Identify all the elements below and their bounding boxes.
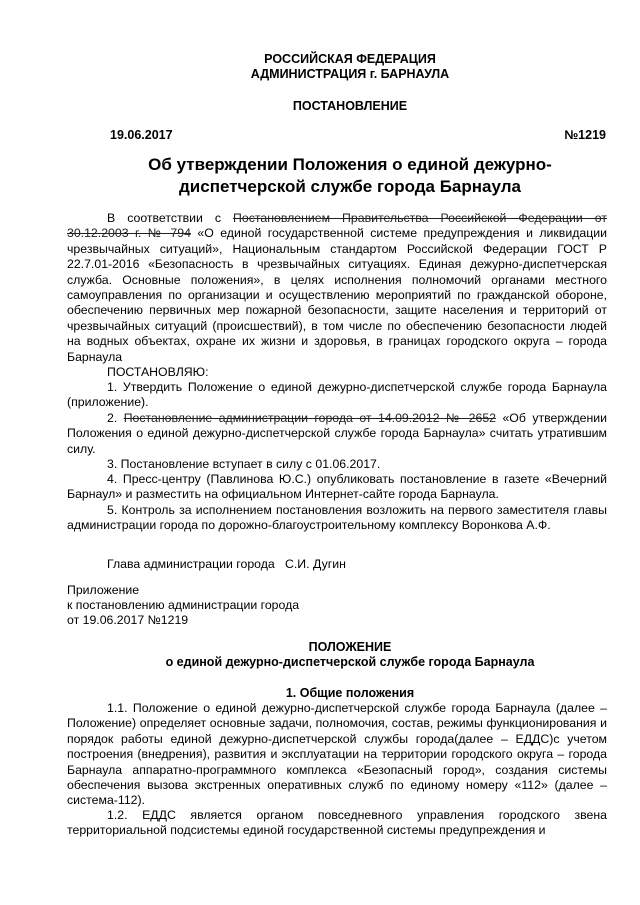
appendix-line1: Приложение — [67, 583, 140, 597]
regulation-title: ПОЛОЖЕНИЕ — [308, 640, 392, 654]
item-3: 3. Постановление вступает в силу с 01.06.2017. — [107, 457, 381, 471]
item-5: 5. Контроль за исполнением постановления возложить на первого заместителя главы администрации города по дорожно-благоустроительному комплексу Воронкова А.Ф. — [67, 503, 607, 533]
administration-heading: АДМИНИСТРАЦИЯ г. БАРНАУЛА — [250, 67, 450, 81]
preamble-paragraph — [67, 211, 607, 365]
doc-title-line2: диспетчерской службе города Барнаула — [179, 177, 521, 196]
doc-number: №1219 — [564, 128, 606, 142]
item-4: 4. Пресс-центру (Павлинова Ю.С.) опубликовать постановление в газете «Вечерний Барнаул» и разместить на официальном Интернет-сайте города Барнаула. — [67, 472, 607, 502]
doc-date: 19.06.2017 — [110, 128, 173, 142]
item-1: 1. Утвердить Положение о единой дежурно-диспетчерской службе города Барнаула (приложение). — [67, 380, 607, 410]
item-2-prefix: 2. — [107, 411, 124, 425]
preamble-prefix: В соответствии с — [107, 211, 234, 225]
item-2-struck-reference: Постановление администрации города от 14.09.2012 № 2652 — [123, 411, 497, 425]
item-2-text: «Об утверждении Положения о единой дежурно-диспетчерской службе города Барнаула» считать утратившим силу. — [67, 411, 607, 456]
item-2 — [67, 411, 607, 457]
appendix-line3: от 19.06.2017 №1219 — [67, 613, 189, 627]
resolve-line: ПОСТАНОВЛЯЮ: — [107, 365, 209, 379]
country-heading: РОССИЙСКАЯ ФЕДЕРАЦИЯ — [264, 52, 436, 66]
preamble-struck-reference: Постановлением Правительства Российской Федерации от 30.12.2003 г. № 794 — [67, 211, 607, 241]
doc-title — [100, 154, 600, 198]
section-1-heading: 1. Общие положения — [285, 686, 415, 700]
paragraph-1-1: 1.1. Положение о единой дежурно-диспетчерской службе города Барнаула (далее – Положение) определяет основные задачи, полномочия, состав, режимы функционирования и порядок работы единой дежурно-диспетчерской службы города(далее – ЕДДС)с учетом построения (внедрения), развития и эксплуатации на территории городского округа – города Барнаула аппаратно-программного комплекса «Безопасный город», создания системы обеспечения вызова экстренных оперативных служб по единому номеру «112» (далее – система-112). — [67, 701, 607, 808]
regulation-subtitle: о единой дежурно-диспетчерской службе города Барнаула — [165, 655, 535, 669]
doc-title-line1: Об утверждении Положения о единой дежурно- — [148, 155, 552, 174]
paragraph-1-2: 1.2. ЕДДС является органом повседневного управления городского звена территориальной подсистемы единой государственной системы предупреждения и — [67, 808, 607, 838]
appendix-note — [67, 583, 607, 628]
preamble-text: «О единой государственной системе предупреждения и ликвидации чрезвычайных ситуаций», Национальным стандартом Российской Федерации ГОСТ Р 22.7.01-2016 «Безопасность в чрезвычайных ситуациях. Единая дежурно-диспетчерская служба. Основные положения», в целях исполнения полномочий органами местного самоуправления по организации и осуществлению мероприятий по гражданской обороне, обеспечению первичных мер пожарной безопасности, защите населения и территорий от чрезвычайных ситуаций (происшествий), в том числе по обеспечению безопасности людей на водных объектах, охране их жизни и здоровья, в границах городского округа – города Барнаула — [67, 226, 607, 364]
appendix-line2: к постановлению администрации города — [67, 598, 300, 612]
doc-type-heading: ПОСТАНОВЛЕНИЕ — [292, 99, 408, 113]
signature-line: Глава администрации города С.И. Дугин — [107, 557, 346, 571]
